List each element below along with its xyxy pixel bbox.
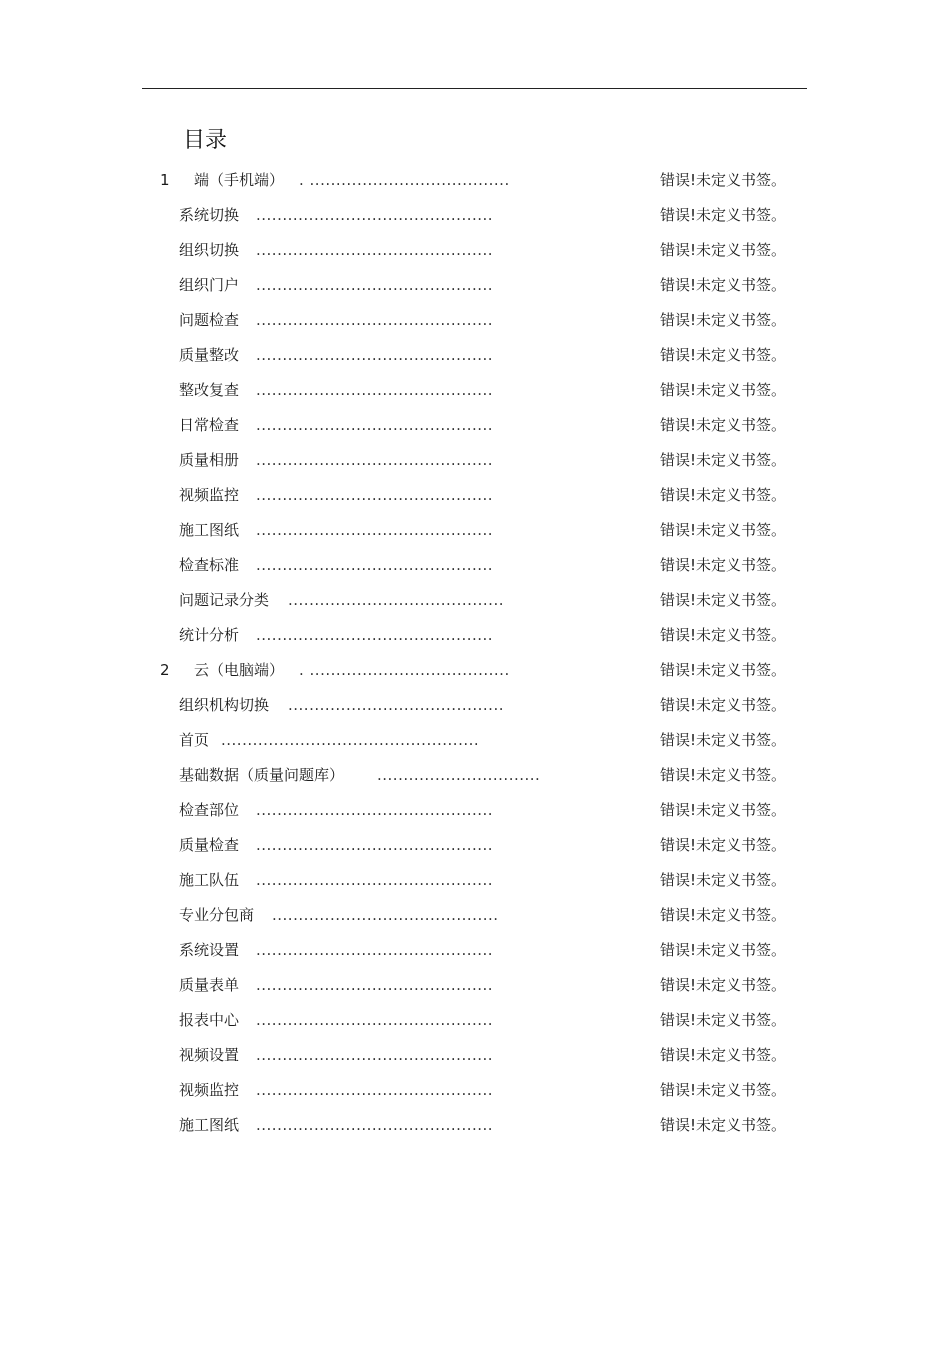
toc-leader-dots: .............................................	[256, 976, 494, 994]
toc-section-row[interactable]	[0, 477, 950, 512]
toc-section-row[interactable]	[0, 827, 950, 862]
toc-leader-dots: .............................................	[256, 1116, 494, 1134]
toc-entry-text: 检查标准	[179, 556, 240, 574]
toc-page-ref: 错误!未定义书签。	[660, 696, 787, 714]
toc-section-row[interactable]	[0, 1072, 950, 1107]
toc-section-row[interactable]	[0, 757, 950, 792]
toc-section-row[interactable]	[0, 967, 950, 1002]
toc-page-ref: 错误!未定义书签。	[660, 556, 787, 574]
toc-page-ref: 错误!未定义书签。	[660, 766, 787, 784]
toc-entry-text: 施工图纸	[179, 521, 240, 539]
toc-chapter-row[interactable]	[0, 162, 950, 197]
toc-page-ref: 错误!未定义书签。	[660, 206, 787, 224]
toc-entry-text: 视频监控	[179, 486, 240, 504]
toc-page-ref: 错误!未定义书签。	[660, 311, 787, 329]
toc-section-row[interactable]	[0, 547, 950, 582]
toc-leader-dots: ...............................	[377, 766, 541, 784]
toc-section-row[interactable]	[0, 232, 950, 267]
toc-section-row[interactable]	[0, 1002, 950, 1037]
toc-page-ref: 错误!未定义书签。	[660, 836, 787, 854]
toc-page-ref: 错误!未定义书签。	[660, 801, 787, 819]
toc-page-ref: 错误!未定义书签。	[660, 1081, 787, 1099]
toc-section-row[interactable]	[0, 407, 950, 442]
toc-leader-dots: .............................................	[256, 801, 494, 819]
toc-entry-text: 问题检查	[179, 311, 240, 329]
toc-entry-text: 质量检查	[179, 836, 240, 854]
toc-leader-dots: .............................................	[256, 486, 494, 504]
toc-leader-dots: .............................................	[256, 521, 494, 539]
toc-page-ref: 错误!未定义书签。	[660, 591, 787, 609]
toc-entry-text: 质量相册	[179, 451, 240, 469]
toc-entry-text: 检查部位	[179, 801, 240, 819]
toc-title: 目录	[183, 128, 228, 153]
toc-entry-text: 问题记录分类	[179, 591, 270, 609]
toc-leader-dots: .............................................	[256, 836, 494, 854]
toc-section-row[interactable]	[0, 792, 950, 827]
toc-chapter-row[interactable]	[0, 652, 950, 687]
toc-leader-dots: .............................................	[256, 871, 494, 889]
toc-leader-dots: .............................................	[256, 1081, 494, 1099]
toc-entry-number: 1	[160, 171, 170, 189]
toc-section-row[interactable]	[0, 302, 950, 337]
toc-page-ref: 错误!未定义书签。	[660, 346, 787, 364]
toc-page-ref: 错误!未定义书签。	[660, 976, 787, 994]
toc-page-ref: 错误!未定义书签。	[660, 626, 787, 644]
toc-section-row[interactable]	[0, 267, 950, 302]
toc-page-ref: 错误!未定义书签。	[660, 1046, 787, 1064]
toc-section-row[interactable]	[0, 722, 950, 757]
toc-page-ref: 错误!未定义书签。	[660, 661, 787, 679]
toc-section-row[interactable]	[0, 197, 950, 232]
toc-leader-dots: . ......................................	[299, 171, 510, 189]
toc-entry-text: 端（手机端）	[194, 171, 285, 189]
toc-section-row[interactable]	[0, 617, 950, 652]
toc-entry-text: 系统切换	[179, 206, 240, 224]
toc-page-ref: 错误!未定义书签。	[660, 941, 787, 959]
toc-section-row[interactable]	[0, 897, 950, 932]
toc-page-ref: 错误!未定义书签。	[660, 241, 787, 259]
toc-page-ref: 错误!未定义书签。	[660, 521, 787, 539]
toc-entry-text: 组织门户	[179, 276, 240, 294]
toc-leader-dots: .........................................	[288, 591, 504, 609]
toc-page-ref: 错误!未定义书签。	[660, 1011, 787, 1029]
toc-entry-text: 首页	[179, 731, 210, 749]
toc-section-row[interactable]	[0, 337, 950, 372]
toc-page-ref: 错误!未定义书签。	[660, 906, 787, 924]
toc-page-ref: 错误!未定义书签。	[660, 731, 787, 749]
toc-leader-dots: ...........................................	[272, 906, 499, 924]
toc-entry-text: 组织切换	[179, 241, 240, 259]
toc-page-ref: 错误!未定义书签。	[660, 171, 787, 189]
toc-leader-dots: .............................................	[256, 1046, 494, 1064]
toc-leader-dots: .................................................	[221, 731, 480, 749]
toc-entry-text: 整改复查	[179, 381, 240, 399]
toc-entry-text: 视频监控	[179, 1081, 240, 1099]
toc-entry-text: 日常检查	[179, 416, 240, 434]
toc-page-ref: 错误!未定义书签。	[660, 871, 787, 889]
toc-entry-text: 质量整改	[179, 346, 240, 364]
toc-leader-dots: . ......................................	[299, 661, 510, 679]
toc-leader-dots: .............................................	[256, 1011, 494, 1029]
toc-section-row[interactable]	[0, 582, 950, 617]
toc-entry-text: 云（电脑端）	[194, 661, 285, 679]
toc-leader-dots: .............................................	[256, 556, 494, 574]
toc-section-row[interactable]	[0, 862, 950, 897]
toc-section-row[interactable]	[0, 932, 950, 967]
toc-page-ref: 错误!未定义书签。	[660, 416, 787, 434]
toc-leader-dots: .............................................	[256, 206, 494, 224]
toc-entry-text: 视频设置	[179, 1046, 240, 1064]
toc-entry-text: 专业分包商	[179, 906, 255, 924]
table-of-contents	[0, 162, 950, 1142]
toc-entry-text: 施工队伍	[179, 871, 240, 889]
toc-leader-dots: .............................................	[256, 381, 494, 399]
toc-entry-text: 基础数据（质量问题库）	[179, 766, 345, 784]
toc-leader-dots: .............................................	[256, 276, 494, 294]
toc-page-ref: 错误!未定义书签。	[660, 486, 787, 504]
toc-leader-dots: .............................................	[256, 241, 494, 259]
toc-section-row[interactable]	[0, 372, 950, 407]
toc-section-row[interactable]	[0, 512, 950, 547]
toc-entry-text: 施工图纸	[179, 1116, 240, 1134]
toc-leader-dots: .............................................	[256, 941, 494, 959]
toc-entry-text: 组织机构切换	[179, 696, 270, 714]
toc-entry-text: 报表中心	[179, 1011, 240, 1029]
toc-leader-dots: .............................................	[256, 626, 494, 644]
toc-leader-dots: .............................................	[256, 311, 494, 329]
toc-page-ref: 错误!未定义书签。	[660, 1116, 787, 1134]
toc-section-row[interactable]	[0, 687, 950, 722]
toc-entry-number: 2	[160, 661, 170, 679]
toc-leader-dots: .............................................	[256, 451, 494, 469]
toc-leader-dots: .............................................	[256, 416, 494, 434]
toc-page-ref: 错误!未定义书签。	[660, 381, 787, 399]
toc-section-row[interactable]	[0, 442, 950, 477]
toc-leader-dots: .............................................	[256, 346, 494, 364]
toc-section-row[interactable]	[0, 1107, 950, 1142]
header-rule	[142, 88, 807, 89]
toc-leader-dots: .........................................	[288, 696, 504, 714]
toc-section-row[interactable]	[0, 1037, 950, 1072]
toc-entry-text: 统计分析	[179, 626, 240, 644]
toc-page-ref: 错误!未定义书签。	[660, 276, 787, 294]
toc-entry-text: 质量表单	[179, 976, 240, 994]
toc-entry-text: 系统设置	[179, 941, 240, 959]
toc-page-ref: 错误!未定义书签。	[660, 451, 787, 469]
